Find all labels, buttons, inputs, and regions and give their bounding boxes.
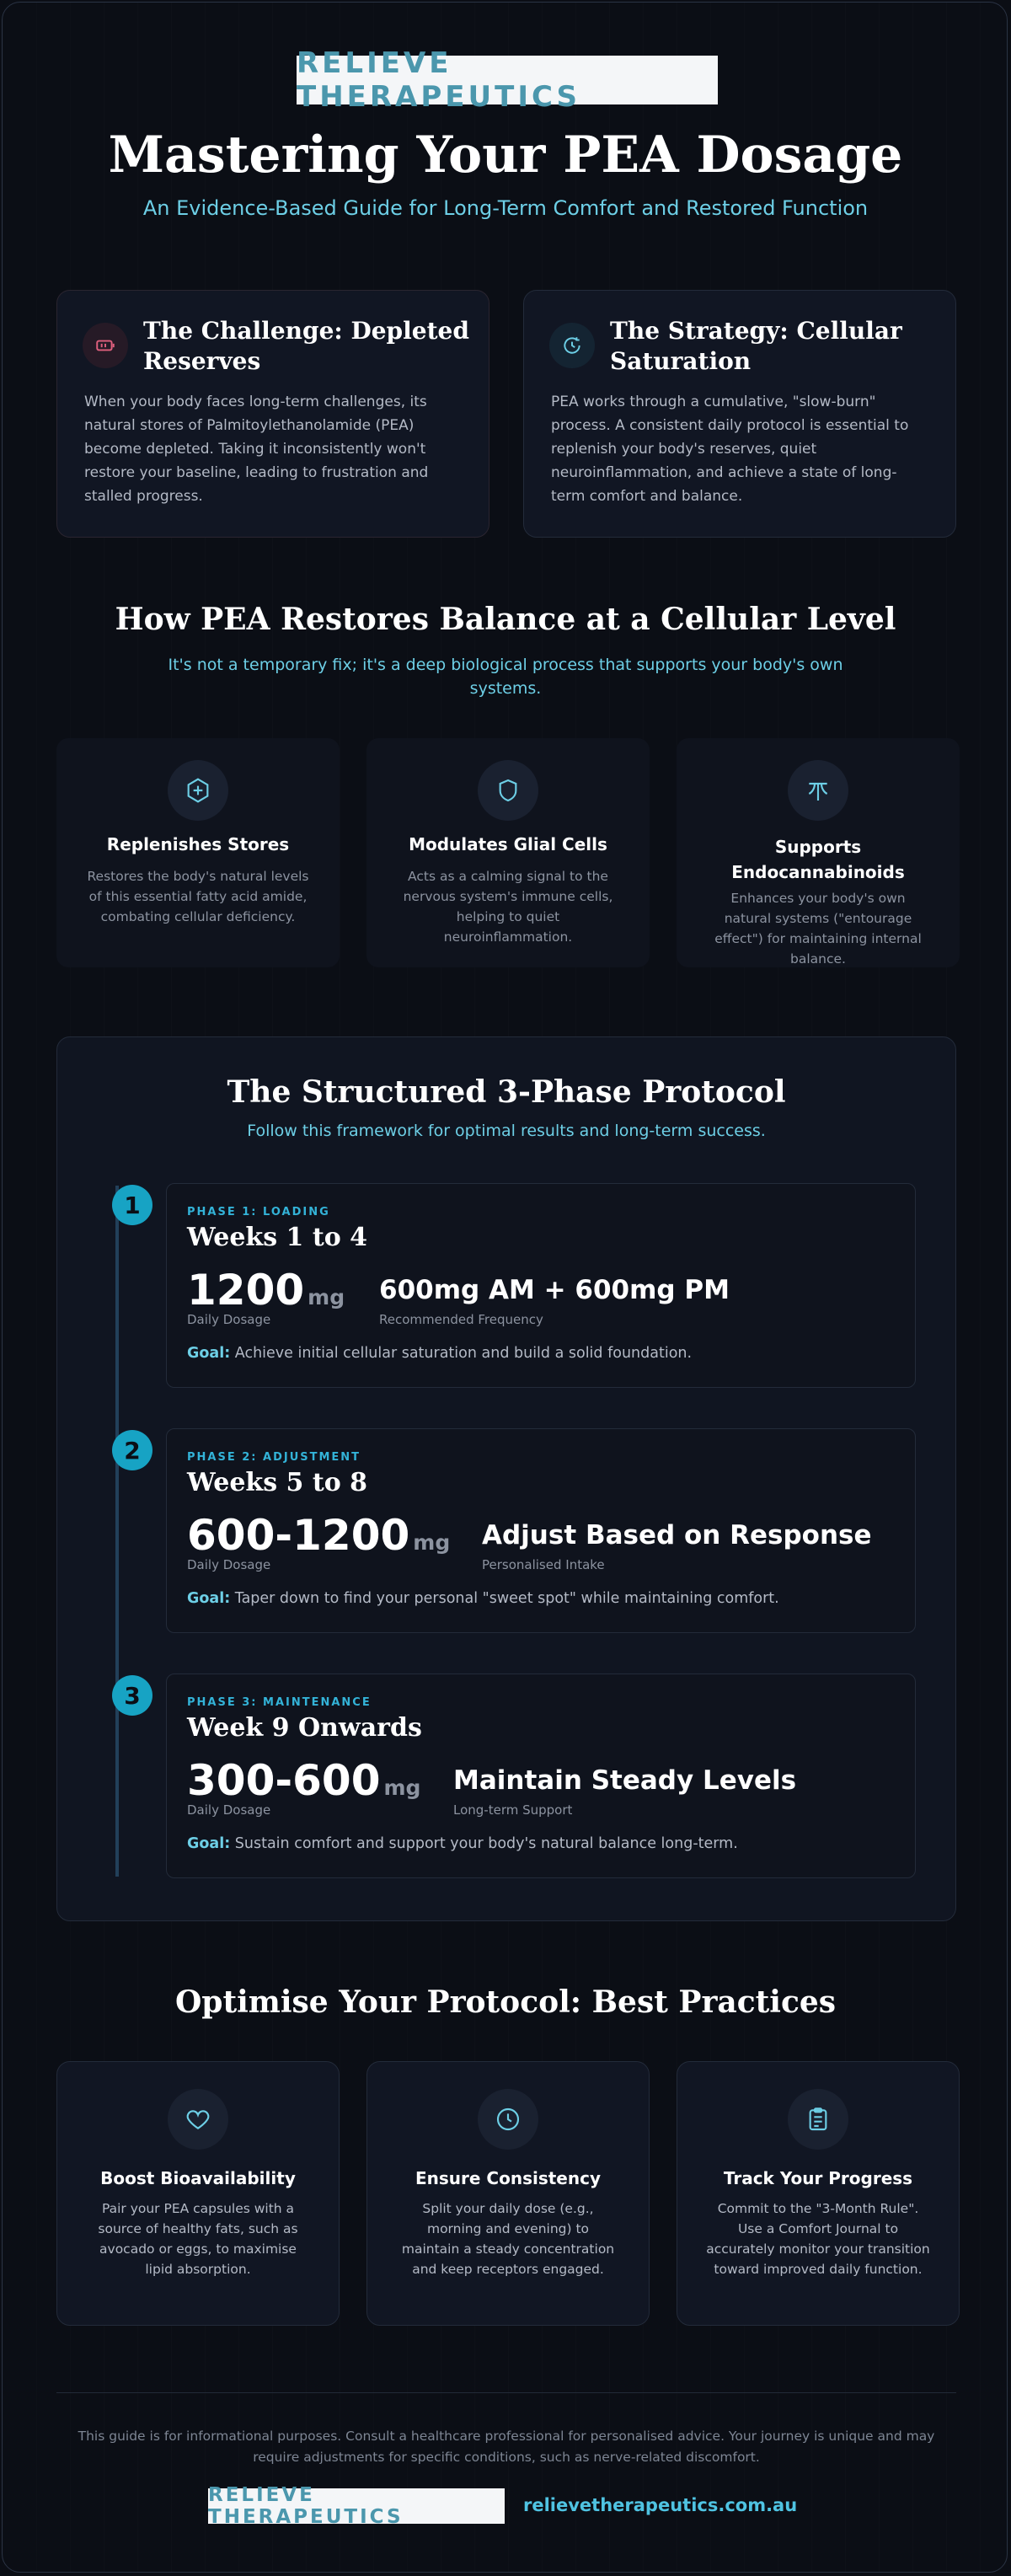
phase-number-1: 1 [112, 1185, 152, 1225]
phase-label: PHASE 3: MAINTENANCE [187, 1696, 372, 1709]
mechanism-card-stores [56, 738, 340, 967]
page-title: Mastering Your PEA Dosage [108, 126, 903, 185]
phase-weeks: Weeks 5 to 8 [187, 1468, 368, 1497]
dose-unit: mg [383, 1775, 421, 1800]
phase-card-maintenance [166, 1674, 916, 1878]
clipboard-icon [788, 2089, 848, 2150]
dose-label: Daily Dosage [187, 1802, 271, 1818]
brand-logo [297, 46, 718, 114]
clock-icon [478, 2089, 538, 2150]
brand-logo-text: RELIEVE THERAPEUTICS [297, 46, 581, 114]
phase-number-2: 2 [112, 1430, 152, 1470]
mechanism-text-stores: Restores the body's natural levels of this essential fatty acid amide, combating cellular deficiency. [87, 869, 309, 924]
dose-label: Daily Dosage [187, 1557, 271, 1572]
goal-label: Goal: [187, 1835, 231, 1852]
heart-icon [168, 2089, 228, 2150]
phase-weeks: Weeks 1 to 4 [187, 1223, 368, 1252]
practice-card-consistency [366, 2061, 650, 2326]
mechanism-title: How PEA Restores Balance at a Cellular Level [115, 602, 896, 637]
phase-label: PHASE 1: LOADING [187, 1206, 330, 1218]
practice-text-consistency: Split your daily dose (e.g., morning and evening) to maintain a steady concentration and keep receptors engaged. [401, 2201, 615, 2277]
goal-text: Achieve initial cellular saturation and build a solid foundation. [234, 1345, 693, 1362]
phase-weeks: Week 9 Onwards [187, 1713, 422, 1743]
mechanism-title-glial: Modulates Glial Cells [409, 834, 607, 854]
page-frame [2, 2, 1008, 2573]
phase-label: PHASE 2: ADJUSTMENT [187, 1451, 361, 1464]
phase-card-loading [166, 1183, 916, 1388]
signal-tower-icon [788, 760, 848, 821]
dose-value: 1200 [187, 1266, 305, 1315]
mechanism-text-endocannabinoids: Enhances your body's own natural systems ("entourage effect") for maintaining internal balance. [714, 891, 922, 967]
protocol-title: The Structured 3-Phase Protocol [227, 1074, 786, 1110]
practice-card-progress [677, 2061, 960, 2326]
phase-number-3: 3 [112, 1675, 152, 1716]
battery-low-icon [83, 323, 128, 368]
practice-title-consistency: Ensure Consistency [415, 2168, 601, 2188]
dose-unit: mg [413, 1530, 451, 1555]
mechanism-title-endocannabinoids: Supports Endocannabinoids [731, 837, 905, 882]
footer-logo [208, 2484, 505, 2528]
mechanism-card-glial [366, 738, 650, 967]
hexagon-plus-icon [168, 760, 228, 821]
dose-value: 600-1200 [187, 1511, 410, 1560]
practice-text-bioavailability: Pair your PEA capsules with a source of healthy fats, such as avocado or eggs, to maximise lipid absorption. [98, 2201, 298, 2277]
goal-label: Goal: [187, 1590, 231, 1607]
phase-card-adjustment [166, 1428, 916, 1633]
challenge-title: The Challenge: Depleted Reserves [143, 317, 469, 375]
mechanism-subtitle: It's not a temporary fix; it's a deep biological process that supports your body's own systems. [168, 656, 843, 698]
dose-value: 300-600 [187, 1756, 381, 1805]
practice-title-bioavailability: Boost Bioavailability [100, 2168, 296, 2188]
challenge-card [56, 290, 489, 538]
page-subtitle: An Evidence-Based Guide for Long-Term Comfort and Restored Function [142, 196, 869, 220]
phase-goal [187, 1590, 779, 1607]
strategy-title: The Strategy: Cellular Saturation [610, 317, 902, 375]
dose-label: Daily Dosage [187, 1312, 271, 1327]
frequency-label: Long-term Support [453, 1802, 573, 1818]
dose-unit: mg [308, 1285, 345, 1309]
phase-frequency: 600mg AM + 600mg PM [379, 1275, 730, 1305]
phase-frequency: Adjust Based on Response [482, 1520, 872, 1550]
footer-logo-text: RELIEVE THERAPEUTICS [208, 2484, 404, 2528]
practice-card-bioavailability [56, 2061, 340, 2326]
goal-text: Taper down to find your personal "sweet spot" while maintaining comfort. [234, 1590, 779, 1607]
frequency-label: Personalised Intake [482, 1557, 605, 1572]
phase-frequency: Maintain Steady Levels [453, 1765, 797, 1796]
footer-divider [56, 2392, 956, 2393]
protocol-subtitle: Follow this framework for optimal results and long-term success. [247, 1122, 766, 1140]
shield-icon [478, 760, 538, 821]
mechanism-card-endocannabinoids [677, 738, 960, 967]
frequency-label: Recommended Frequency [379, 1312, 543, 1327]
timeline-line [115, 1186, 119, 1877]
strategy-card [523, 290, 956, 538]
mechanism-text-glial: Acts as a calming signal to the nervous system's immune cells, helping to quiet neuroinflammation. [403, 869, 613, 945]
phase-goal [187, 1835, 738, 1852]
goal-label: Goal: [187, 1345, 231, 1362]
clock-refresh-icon [549, 323, 595, 368]
phase-goal [187, 1345, 692, 1362]
mechanism-title-stores: Replenishes Stores [106, 834, 290, 854]
practices-title: Optimise Your Protocol: Best Practices [174, 1984, 837, 2020]
strategy-text: PEA works through a cumulative, "slow-burn" process. A consistent daily protocol is essential to replenish your body's reserves, quiet neuroinflammation, and achieve a state of long-term comfort and balance. [551, 394, 909, 505]
footer-disclaimer: This guide is for informational purposes. Consult a healthcare professional for personalised advice. Your journey is unique and may require adjustments for specific conditions, such as nerve-related discomfort. [78, 2429, 935, 2465]
practice-text-progress: Commit to the "3-Month Rule". Use a Comfort Journal to accurately monitor your transition toward improved daily function. [706, 2201, 930, 2277]
practice-title-progress: Track Your Progress [723, 2168, 913, 2188]
website-link[interactable]: relievetherapeutics.com.au [523, 2495, 798, 2515]
challenge-text: When your body faces long-term challenges, its natural stores of Palmitoylethanolamide (PEA) become depleted. Taking it inconsistently won't restore your baseline, leading to frustration and stalled progress. [84, 394, 429, 505]
goal-text: Sustain comfort and support your body's natural balance long-term. [234, 1835, 738, 1852]
